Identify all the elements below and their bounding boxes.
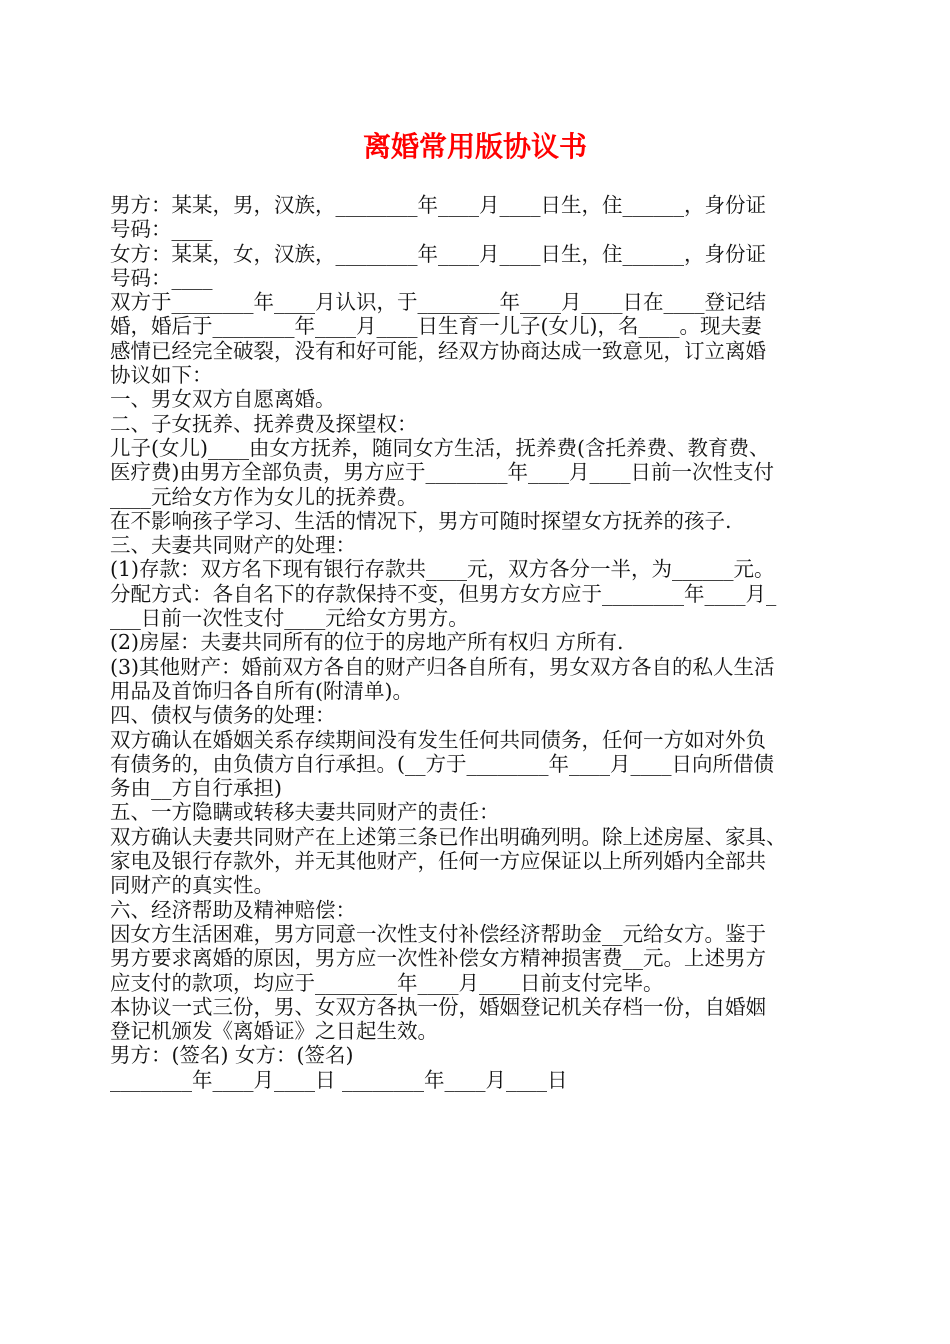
section-heading: 四、债权与债务的处理： xyxy=(110,703,336,728)
text-line: 感情已经完全破裂，没有和好可能，经双方协商达成一致意见，订立离婚 xyxy=(110,338,766,363)
section-heading: 六、经济帮助及精神赔偿： xyxy=(110,897,356,922)
text-line: ____元给女方作为女儿的抚养费。 xyxy=(110,484,418,509)
text-line: 登记机颁发《离婚证》之日起生效。 xyxy=(110,1019,438,1044)
text-line: 同财产的真实性。 xyxy=(110,873,274,898)
text-line: 双方于________年____月认识，于________年____月____日在____登记结 xyxy=(110,290,766,315)
text-line: (3)其他财产：婚前双方各自的财产归各自所有，男女双方各自的私人生活 xyxy=(110,654,775,679)
text-line: 有债务的，由负债方自行承担。(__方于________年____月____日向所借债 xyxy=(110,751,774,776)
text-line: 在不影响孩子学习、生活的情况下，男方可随时探望女方抚养的孩子. xyxy=(110,508,732,533)
text-line: 因女方生活困难，男方同意一次性支付补偿经济帮助金__元给女方。鉴于 xyxy=(110,921,766,946)
text-line: 双方确认在婚姻关系存续期间没有发生任何共同债务，任何一方如对外负 xyxy=(110,727,766,752)
section-heading: 三、夫妻共同财产的处理： xyxy=(110,533,356,558)
text-line: 婚，婚后于________年____月____日生育一儿子(女儿)，名____。现夫妻 xyxy=(110,314,762,339)
text-line: 务由__方自行承担) xyxy=(110,776,282,801)
text-line: ___日前一次性支付____元给女方男方。 xyxy=(110,606,469,631)
date-line: ________年____月____日 ________年____月____日 xyxy=(110,1067,568,1092)
text-line: 协议如下： xyxy=(110,363,213,388)
text-line: (1)存款：双方名下现有银行存款共____元，双方各分一半，为______元。 xyxy=(110,557,775,582)
text-line: 儿子(女儿)____由女方抚养，随同女方生活，抚养费(含托养费、教育费、 xyxy=(110,435,770,460)
section-heading: 五、一方隐瞒或转移夫妻共同财产的责任： xyxy=(110,800,500,825)
text-line: 应支付的款项，均应于________年____月____日前支付完毕。 xyxy=(110,970,664,995)
text-line: 男方要求离婚的原因，男方应一次性补偿女方精神损害费__元。上述男方 xyxy=(110,946,766,971)
text-line: 双方确认夫妻共同财产在上述第三条已作出明确列明。除上述房屋、家具、 xyxy=(110,824,787,849)
section-heading: 二、子女抚养、抚养费及探望权： xyxy=(110,411,418,436)
text-line: 分配方式：各自名下的存款保持不变，但男方女方应于________年____月_ xyxy=(110,581,777,606)
text-line: 本协议一式三份，男、女双方各执一份，婚姻登记机关存档一份，自婚姻 xyxy=(110,994,766,1019)
text-line: 号码：____ xyxy=(110,265,213,290)
document-body xyxy=(110,193,845,1092)
text-line: (2)房屋：夫妻共同所有的位于的房地产所有权归 方所有. xyxy=(110,630,624,655)
section-heading: 一、男女双方自愿离婚。 xyxy=(110,387,336,412)
text-line: 女方：某某，女，汉族，________年____月____日生，住______，身份证 xyxy=(110,241,766,266)
signature-line: 男方：(签名) 女方：(签名) xyxy=(110,1043,354,1068)
text-line: 家电及银行存款外，并无其他财产，任何一方应保证以上所列婚内全部共 xyxy=(110,849,766,874)
text-line: 男方：某某，男，汉族，________年____月____日生，住______，身份证 xyxy=(110,193,766,217)
text-line: 号码：____ xyxy=(110,217,213,242)
text-line: 用品及首饰归各自所有(附清单)。 xyxy=(110,678,413,703)
text-line: 医疗费)由男方全部负责，男方应于________年____月____日前一次性支付 xyxy=(110,460,774,485)
document-title: 离婚常用版协议书 xyxy=(362,130,587,163)
